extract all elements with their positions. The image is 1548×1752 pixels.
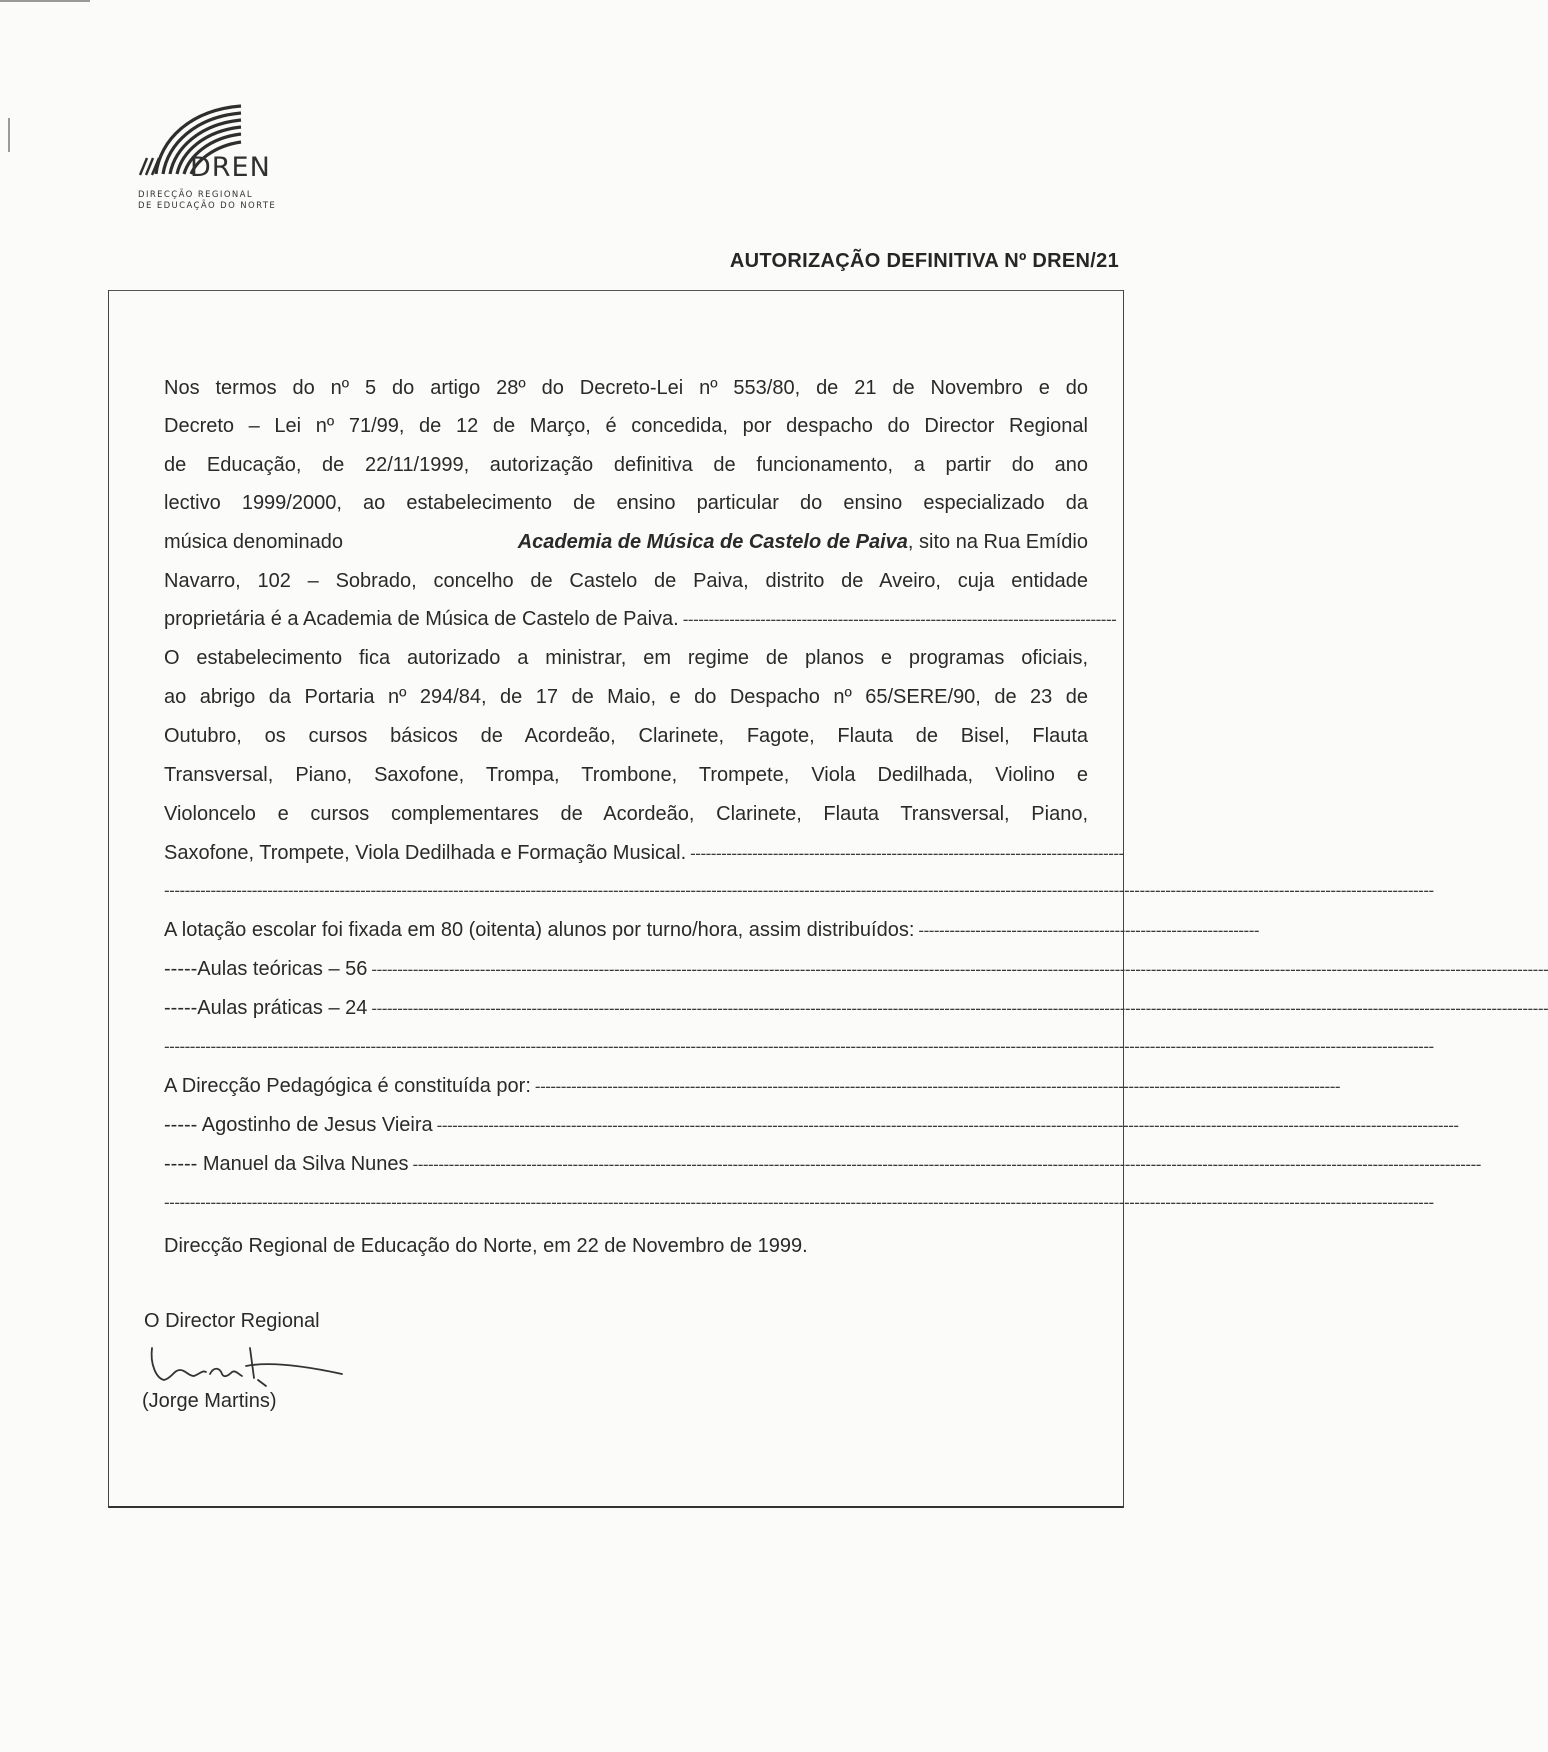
paragraph-1-line-7	[164, 604, 1117, 635]
paragraph-2-line-5: Violoncelo e cursos complementares de Acordeão, Clarinete, Flauta Transversal, Piano,	[164, 803, 1088, 825]
paragraph-1-line-3: de Educação, de 22/11/1999, autorização definitiva de funcionamento, a partir do ano	[164, 454, 1088, 476]
lotacao-praticas-line	[164, 993, 1548, 1024]
dash-filler: ------------------------------------------------------------------------------------------------------------------------------------------------------------	[534, 1077, 1341, 1096]
direccao-member-1: ----- Agostinho de Jesus Vieira	[164, 1114, 433, 1136]
logo-subtitle-line-1: DIRECÇÃO REGIONAL	[138, 190, 254, 200]
line-5-text-after: , sito na Rua Emídio	[907, 531, 1088, 553]
logo-subtitle-line-2: DE EDUCAÇÃO DO NORTE	[138, 201, 277, 211]
direccao-intro-text: A Direcção Pedagógica é constituída por:	[164, 1075, 531, 1097]
aulas-teoricas-text: -----Aulas teóricas – 56	[164, 958, 368, 980]
dash-filler: ------------------------------------------------------------------------------------------------------------------------------------------------------------------------------------------------------------------------------------------------------	[164, 1193, 1434, 1212]
dash-filler: ------------------------------------------------------------------------------------------------------------------------------------------------------------------------------------------------------------------------------------------------------	[164, 1037, 1434, 1056]
dash-filler: ------------------------------------------------------------------------------------------------------------------------------------------------------------------------------------------------------	[436, 1116, 1459, 1135]
institution-name: Academia de Música de Castelo de Paiva	[517, 531, 908, 553]
paragraph-2-line-4: Transversal, Piano, Saxofone, Trompa, Trombone, Trompete, Viola Dedilhada, Violino e	[164, 764, 1088, 786]
logo-wordmark: DREN	[190, 152, 271, 183]
lotacao-intro-line	[164, 915, 1260, 946]
paragraph-1-line-2: Decreto – Lei nº 71/99, de 12 de Março, é concedida, por despacho do Director Regional	[164, 415, 1088, 437]
dash-filler: ------------------------------------------------------------------------------------	[682, 610, 1117, 629]
dash-filler: ------------------------------------------------------------------------------------------------------------------------------------------------------------------------------------------------------------------------------------	[371, 999, 1548, 1018]
direccao-member-1-line	[164, 1110, 1459, 1141]
scan-edge-mark	[8, 118, 10, 152]
paragraph-1-line-5	[164, 527, 1088, 557]
scan-edge-mark	[0, 0, 90, 2]
dash-filler: ------------------------------------------------------------------	[918, 921, 1260, 940]
dash-filler: ------------------------------------------------------------------------------------------------------------------------------------------------------------------------------------------------------------------------------------	[371, 960, 1548, 979]
paragraph-1-line-1: Nos termos do nº 5 do artigo 28º do Decreto-Lei nº 553/80, de 21 de Novembro e do	[164, 377, 1088, 399]
paragraph-2-line-1: O estabelecimento fica autorizado a ministrar, em regime de planos e programas oficiais,	[164, 647, 1088, 669]
lotacao-intro-text: A lotação escolar foi fixada em 80 (oitenta) alunos por turno/hora, assim distribuídos:	[164, 919, 915, 941]
dash-filler: ------------------------------------------------------------------------------------------------------------------------------------------------------------------------------------------------------------------------------------------------------	[164, 881, 1434, 900]
direccao-member-2: ----- Manuel da Silva Nunes	[164, 1153, 409, 1175]
line-7-text: proprietária é a Academia de Música de Castelo de Paiva.	[164, 608, 679, 630]
line-5-text-before: música denominado	[164, 531, 343, 553]
paragraph-1-line-6: Navarro, 102 – Sobrado, concelho de Castelo de Paiva, distrito de Aveiro, cuja entidade	[164, 570, 1088, 592]
direccao-member-2-line	[164, 1149, 1481, 1180]
dren-logo	[138, 100, 298, 218]
line-6-text: Saxofone, Trompete, Viola Dedilhada e Formação Musical.	[164, 842, 687, 864]
paragraph-1-line-4: lectivo 1999/2000, ao estabelecimento de ensino particular do ensino especializado da	[164, 492, 1088, 514]
signatory-name: (Jorge Martins)	[142, 1390, 277, 1412]
dash-separator-line	[164, 1188, 1434, 1218]
paragraph-2-line-2: ao abrigo da Portaria nº 294/84, de 17 de Maio, e do Despacho nº 65/SERE/90, de 23 de	[164, 686, 1088, 708]
direccao-intro-line	[164, 1071, 1341, 1102]
aulas-praticas-text: -----Aulas práticas – 24	[164, 997, 368, 1019]
dash-separator-line	[164, 876, 1434, 906]
dash-filler: ------------------------------------------------------------------------------------	[690, 844, 1124, 863]
dash-separator-line	[164, 1032, 1434, 1062]
paragraph-2-line-6	[164, 838, 1124, 869]
dash-filler: ---------------------------------------------------------------------------------------------------------------------------------------------------------------------------------------------------------------	[412, 1155, 1481, 1174]
document-title: AUTORIZAÇÃO DEFINITIVA Nº DREN/21	[729, 250, 1119, 272]
lotacao-teoricas-line	[164, 954, 1548, 985]
closing-line: Direcção Regional de Educação do Norte, em 22 de Novembro de 1999.	[164, 1235, 808, 1257]
signatory-title: O Director Regional	[144, 1310, 320, 1332]
line-5-rest	[518, 527, 1088, 557]
paragraph-2-line-3: Outubro, os cursos básicos de Acordeão, Clarinete, Fagote, Flauta de Bisel, Flauta	[164, 725, 1088, 747]
